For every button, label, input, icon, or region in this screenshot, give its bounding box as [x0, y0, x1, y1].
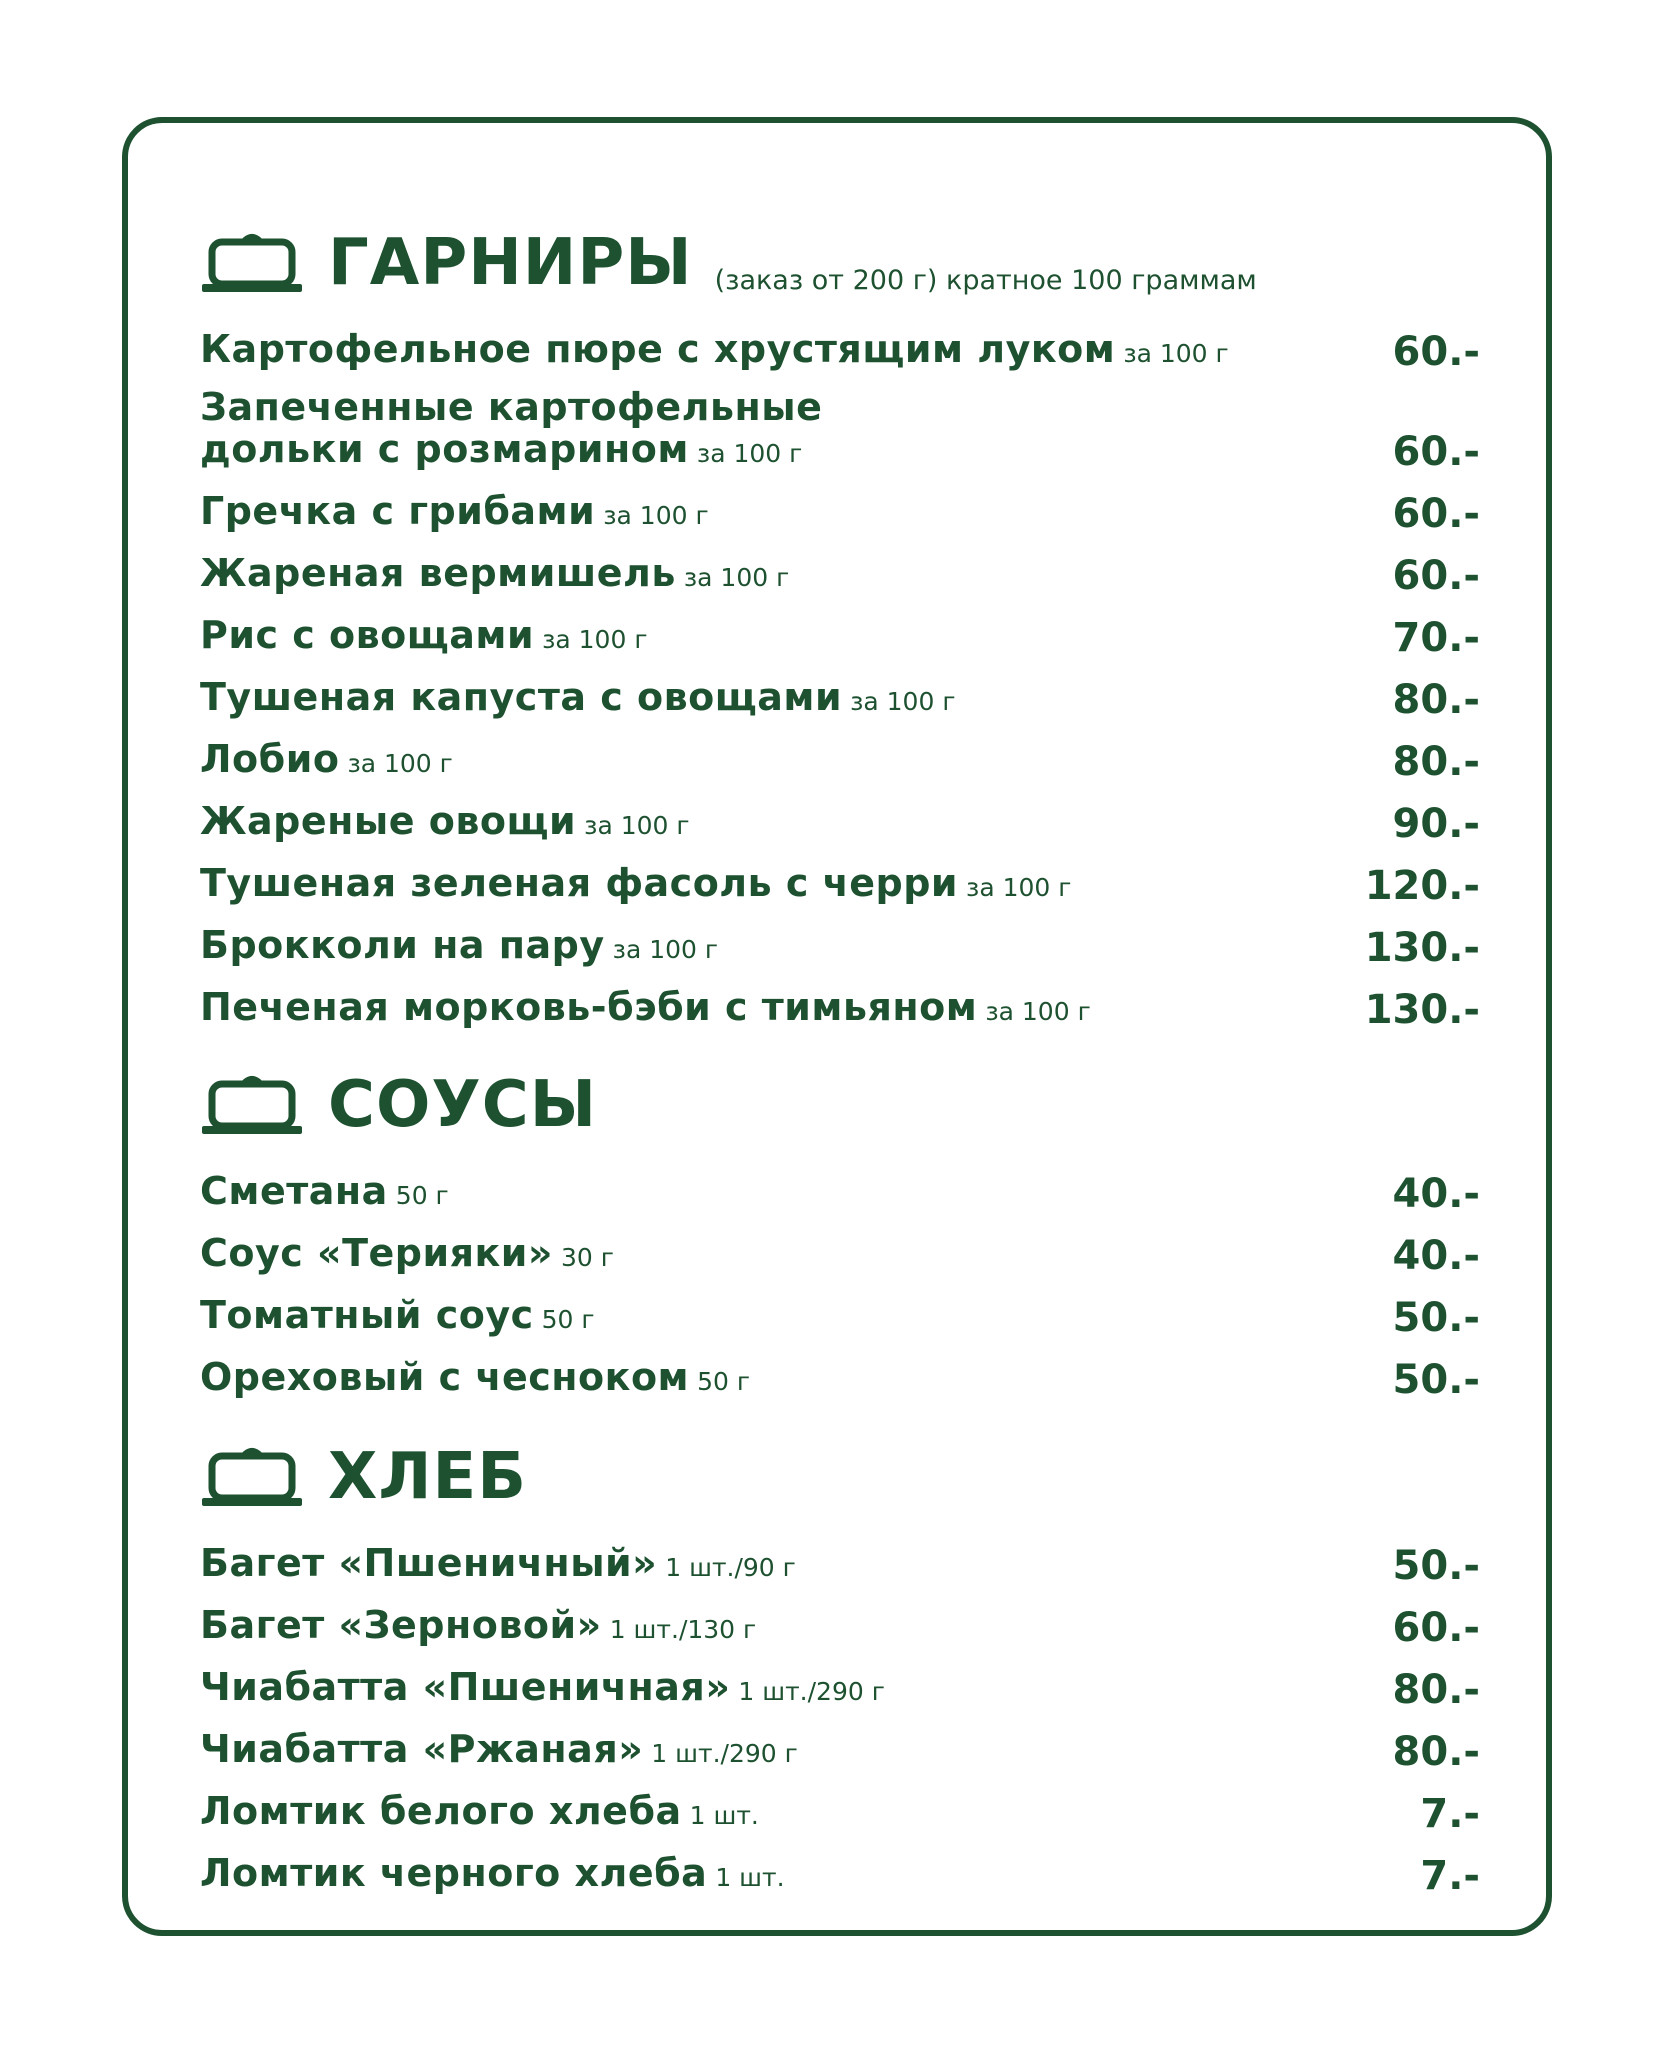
item-name: Багет «Пшеничный»: [200, 1541, 658, 1585]
menu-item: [200, 660, 1480, 722]
item-name: Сметана: [200, 1169, 388, 1213]
item-price: 50.-: [1392, 1295, 1480, 1341]
item-name-line1: Запеченные картофельные: [200, 385, 823, 429]
item-name: Тушеная капуста с овощами: [200, 675, 843, 719]
item-name: Ломтик черного хлеба: [200, 1851, 708, 1895]
section-sauces: [200, 1060, 1480, 1402]
item-name: Картофельное пюре с хрустящим луком: [200, 327, 1116, 371]
section-note: (заказ от 200 г) кратное 100 граммам: [714, 265, 1257, 296]
section-header: [200, 1060, 1480, 1150]
item-name: Лобио: [200, 737, 340, 781]
item-unit: 1 шт.: [689, 1801, 759, 1830]
item-unit: 1 шт./290 г: [651, 1739, 798, 1768]
item-unit: за 100 г: [696, 439, 803, 468]
section-header: [200, 1432, 1480, 1522]
menu-item: [200, 1340, 1480, 1402]
item-name: Чиабатта «Пшеничная»: [200, 1665, 731, 1709]
item-unit: за 100 г: [612, 935, 719, 964]
item-unit: за 100 г: [966, 873, 1072, 902]
item-price: 80.-: [1392, 677, 1480, 723]
item-price: 60.-: [1392, 1605, 1480, 1651]
section-garnishes: [200, 218, 1480, 1032]
item-price: 80.-: [1392, 1729, 1480, 1775]
item-name: Ломтик белого хлеба: [200, 1789, 682, 1833]
cloche-icon: [200, 1444, 304, 1510]
item-name: Ореховый с чесноком: [200, 1355, 690, 1399]
menu-item: [200, 846, 1480, 908]
menu-item: [200, 1836, 1480, 1898]
item-name: Соус «Терияки»: [200, 1231, 553, 1275]
item-unit: 1 шт./130 г: [609, 1615, 757, 1644]
item-name: Багет «Зерновой»: [200, 1603, 602, 1647]
item-price: 50.-: [1392, 1357, 1480, 1403]
item-unit: 50 г: [541, 1305, 595, 1334]
item-name: Гречка с грибами: [200, 489, 596, 533]
item-price: 90.-: [1392, 801, 1480, 847]
item-name: Брокколи на пару: [200, 923, 605, 967]
menu-item: [200, 908, 1480, 970]
item-price: 7.-: [1420, 1853, 1480, 1899]
item-unit: 50 г: [697, 1367, 751, 1396]
item-price: 60.-: [1392, 429, 1480, 475]
menu-item: [200, 1526, 1480, 1588]
item-price: 120.-: [1364, 863, 1480, 909]
item-price: 60.-: [1392, 329, 1480, 375]
menu-item: [200, 1154, 1480, 1216]
cloche-icon: [200, 230, 304, 296]
item-price: 40.-: [1392, 1171, 1480, 1217]
item-price: 130.-: [1364, 925, 1480, 971]
cloche-icon: [200, 1072, 304, 1138]
menu-item: [200, 474, 1480, 536]
item-name: дольки с розмарином: [200, 427, 689, 471]
item-price: 50.-: [1392, 1543, 1480, 1589]
item-unit: за 100 г: [584, 811, 690, 840]
item-unit: 1 шт./290 г: [738, 1677, 885, 1706]
item-price: 130.-: [1364, 987, 1480, 1033]
menu-item: [200, 1712, 1480, 1774]
item-unit: за 100 г: [603, 501, 709, 530]
menu-item: [200, 312, 1480, 374]
section-bread: [200, 1432, 1480, 1898]
item-price: 80.-: [1392, 739, 1480, 785]
section-title: ГАРНИРЫ: [328, 226, 693, 300]
menu-item: [200, 1216, 1480, 1278]
item-name: Жареные овощи: [200, 799, 577, 843]
menu-item: [200, 1588, 1480, 1650]
item-price: 60.-: [1392, 491, 1480, 537]
item-price: 7.-: [1420, 1791, 1480, 1837]
item-name: Печеная морковь-бэби с тимьяном: [200, 985, 978, 1029]
item-name: Жареная вермишель: [200, 551, 676, 595]
section-title: СОУСЫ: [328, 1068, 597, 1142]
item-unit: за 100 г: [542, 625, 648, 654]
item-unit: за 100 г: [1123, 339, 1229, 368]
item-name: Чиабатта «Ржаная»: [200, 1727, 644, 1771]
menu-item: [200, 722, 1480, 784]
menu-item: [200, 536, 1480, 598]
menu-item: [200, 784, 1480, 846]
item-unit: за 100 г: [683, 563, 790, 592]
menu-item: [200, 374, 1480, 474]
item-price: 40.-: [1392, 1233, 1480, 1279]
menu-item: [200, 1278, 1480, 1340]
item-unit: за 100 г: [985, 997, 1091, 1026]
item-price: 60.-: [1392, 553, 1480, 599]
item-price: 70.-: [1392, 615, 1480, 661]
menu-item: [200, 1774, 1480, 1836]
item-name: Тушеная зеленая фасоль с черри: [200, 861, 959, 905]
section-header: [200, 218, 1480, 308]
item-name: Томатный соус: [200, 1293, 534, 1337]
menu-item: [200, 1650, 1480, 1712]
item-unit: 50 г: [395, 1181, 449, 1210]
section-title: ХЛЕБ: [328, 1440, 527, 1514]
menu-item: [200, 970, 1480, 1032]
item-unit: за 100 г: [347, 749, 453, 778]
menu-item: [200, 598, 1480, 660]
item-price: 80.-: [1392, 1667, 1480, 1713]
item-unit: за 100 г: [850, 687, 956, 716]
item-unit: 30 г: [560, 1243, 614, 1272]
item-unit: 1 шт.: [715, 1863, 785, 1892]
item-unit: 1 шт./90 г: [665, 1553, 796, 1582]
item-name: Рис с овощами: [200, 613, 535, 657]
